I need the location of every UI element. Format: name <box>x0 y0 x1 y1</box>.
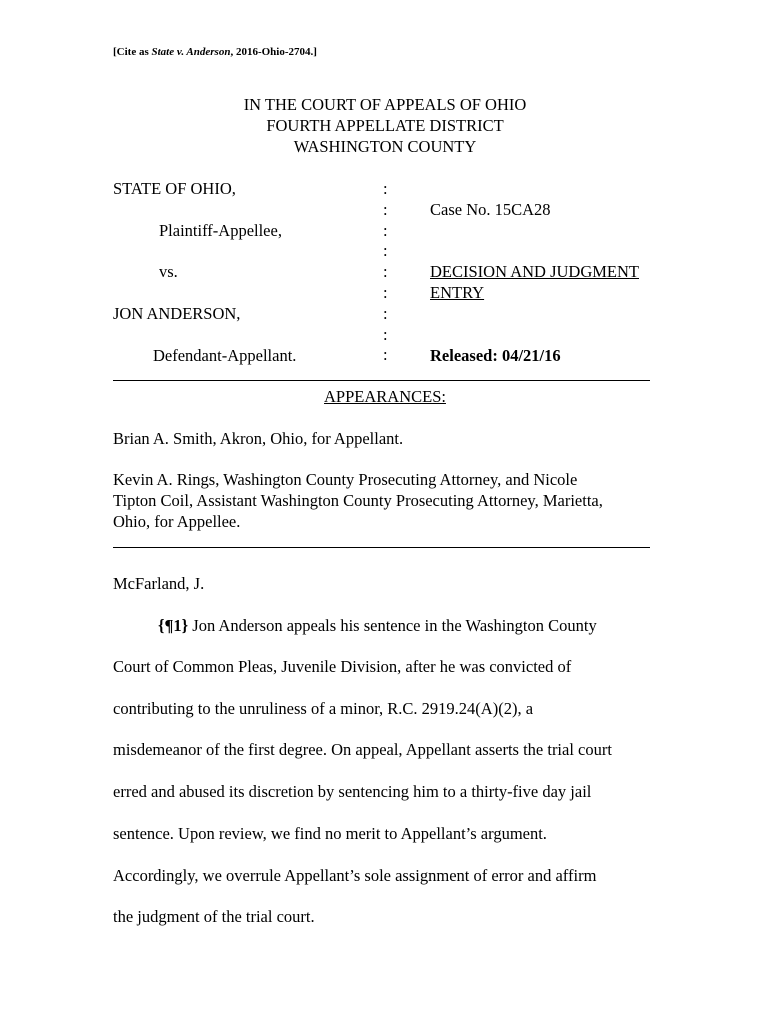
caption-colon: : <box>383 262 388 282</box>
opinion-line-1 <box>158 616 597 636</box>
release-date: Released: 04/21/16 <box>430 346 561 365</box>
opinion-line-7: Accordingly, we overrule Appellant’s sole assignment of error and affirm <box>113 866 597 885</box>
caption-colon: : <box>383 241 388 261</box>
court-county: WASHINGTON COUNTY <box>293 137 477 156</box>
citation-case-name: State v. Anderson <box>151 46 231 58</box>
citation-prefix: [Cite as <box>113 46 152 58</box>
appearances-heading: APPEARANCES: <box>324 387 446 406</box>
court-heading <box>0 94 770 157</box>
opinion-line-6: sentence. Upon review, we find no merit to Appellant’s argument. <box>113 824 547 843</box>
versus-label: vs. <box>159 262 178 281</box>
caption-colon: : <box>383 324 388 344</box>
case-number: Case No. 15CA28 <box>430 200 551 219</box>
caption-colon: : <box>383 199 388 219</box>
defendant-role: Defendant-Appellant. <box>153 346 297 365</box>
opinion-line-2: Court of Common Pleas, Juvenile Division, after he was convicted of <box>113 657 572 676</box>
plaintiff-name: STATE OF OHIO, <box>113 179 236 198</box>
opinion-line-4: misdemeanor of the first degree. On appeal, Appellant asserts the trial court <box>113 740 612 759</box>
decision-title-line1: DECISION AND JUDGMENT <box>430 262 639 281</box>
opinion-line-8: the judgment of the trial court. <box>113 907 315 926</box>
paragraph-mark: {¶1} <box>158 616 189 635</box>
caption-colon: : <box>383 345 388 365</box>
opinion-line-3: contributing to the unruliness of a minor, R.C. 2919.24(A)(2), a <box>113 699 534 718</box>
opinion-line-text: Jon Anderson appeals his sentence in the Washington County <box>188 616 597 635</box>
caption-colon: : <box>383 303 388 323</box>
appellee-counsel-line: Ohio, for Appellee. <box>113 512 241 531</box>
defendant-name: JON ANDERSON, <box>113 304 241 323</box>
appellee-counsel-line: Kevin A. Rings, Washington County Prosecuting Attorney, and Nicole <box>113 470 578 489</box>
citation-suffix: , 2016-Ohio-2704.] <box>230 46 317 58</box>
divider-rule <box>113 380 650 381</box>
citation-line <box>113 46 317 58</box>
divider-rule <box>113 547 650 548</box>
opinion-line-5: erred and abused its discretion by sentencing him to a thirty-five day jail <box>113 782 592 801</box>
opinion-author: McFarland, J. <box>113 574 205 593</box>
plaintiff-role: Plaintiff-Appellee, <box>159 221 282 240</box>
caption-colon-column <box>383 179 388 366</box>
court-district: FOURTH APPELLATE DISTRICT <box>266 116 504 135</box>
caption-colon: : <box>383 282 388 302</box>
caption-colon: : <box>383 220 388 240</box>
appellant-counsel: Brian A. Smith, Akron, Ohio, for Appellant. <box>113 429 404 448</box>
caption-colon: : <box>383 179 388 198</box>
decision-title-line2: ENTRY <box>430 283 485 302</box>
appellee-counsel-line: Tipton Coil, Assistant Washington County Prosecuting Attorney, Marietta, <box>113 491 603 510</box>
court-name: IN THE COURT OF APPEALS OF OHIO <box>243 95 527 114</box>
